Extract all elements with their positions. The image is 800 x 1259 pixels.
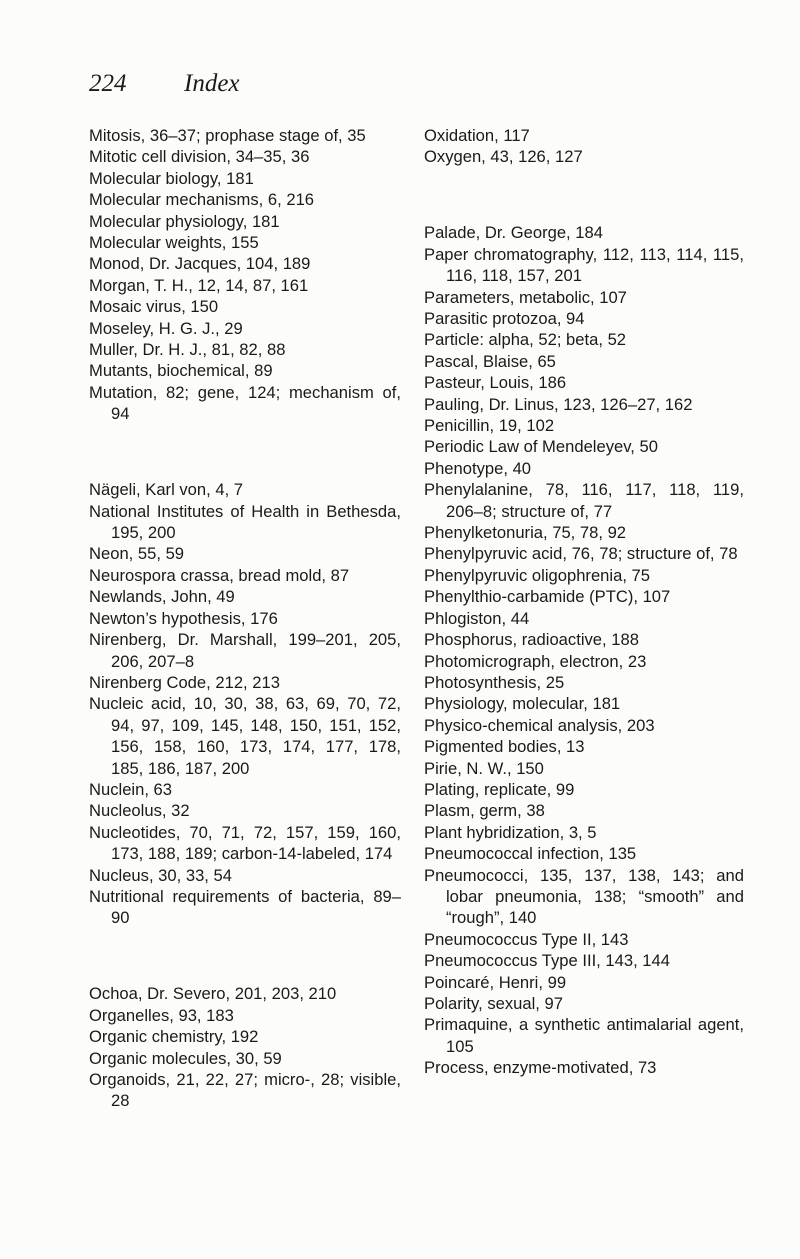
index-entry: Oxidation, 117 bbox=[424, 126, 530, 145]
index-entry: National Institutes of Health in Bethesda, 195, 200 bbox=[89, 501, 401, 543]
index-entry: Process, enzyme-motivated, 73 bbox=[424, 1058, 657, 1078]
page-header bbox=[89, 70, 240, 98]
index-entry: Polarity, sexual, 97 bbox=[424, 994, 563, 1014]
index-entry: Mosaic virus, 150 bbox=[89, 297, 219, 317]
index-entry: Nägeli, Karl von, 4, 7 bbox=[89, 480, 244, 500]
index-entry: Mutants, biochemical, 89 bbox=[89, 361, 273, 381]
index-entry: Pneumococcus Type II, 143 bbox=[424, 929, 629, 949]
index-entry: Pascal, Blaise, 65 bbox=[424, 351, 556, 371]
index-entry: Newlands, John, 49 bbox=[89, 587, 235, 607]
page-title: Index bbox=[184, 70, 240, 97]
index-entry: Molecular biology, 181 bbox=[89, 168, 254, 188]
index-entry: Particle: alpha, 52; beta, 52 bbox=[424, 330, 627, 350]
index-entry: Phenylthio-carbamide (PTC), 107 bbox=[424, 587, 671, 607]
index-entry: Periodic Law of Mendeleyev, 50 bbox=[424, 437, 658, 457]
index-entry: Photosynthesis, 25 bbox=[424, 672, 565, 692]
index-entry: Newton’s hypothesis, 176 bbox=[89, 608, 278, 628]
index-entry: Nucleic acid, 10, 30, 38, 63, 69, 70, 72, 94, 97, 109, 145, 148, 150, 151, 152, 156, 158, 160, 173, 174, 177, 178, 185, 186, 187, 200 bbox=[89, 694, 401, 778]
index-entry: Morgan, T. H., 12, 14, 87, 161 bbox=[89, 275, 309, 295]
index-entry: Nirenberg, Dr. Marshall, 199–201, 205, 206, 207–8 bbox=[89, 630, 401, 671]
index-entry: Moseley, H. G. J., 29 bbox=[89, 318, 243, 338]
index-entry: Muller, Dr. H. J., 81, 82, 88 bbox=[89, 340, 286, 360]
index-entry: Phosphorus, radioactive, 188 bbox=[424, 630, 639, 650]
index-entry: Pneumococcus Type III, 143, 144 bbox=[424, 951, 670, 971]
index-entry: Pauling, Dr. Linus, 123, 126–27, 162 bbox=[424, 394, 693, 414]
index-entry: Nucleotides, 70, 71, 72, 157, 159, 160, 173, 188, 189; carbon-14-labeled, 174 bbox=[89, 822, 401, 864]
index-entry: Monod, Dr. Jacques, 104, 189 bbox=[89, 254, 311, 274]
index-column-left bbox=[89, 125, 401, 1112]
index-entry: Phenylketonuria, 75, 78, 92 bbox=[424, 523, 627, 543]
section-gap bbox=[89, 441, 401, 462]
index-entry: Phenylpyruvic oligophrenia, 75 bbox=[424, 565, 651, 585]
page-number: 224 bbox=[89, 70, 127, 97]
index-entry: Neurospora crassa, bread mold, 87 bbox=[89, 565, 350, 585]
index-entry: Mitosis, 36–37; prophase stage of, 35 bbox=[89, 126, 366, 145]
index-entry: Nirenberg Code, 212, 213 bbox=[89, 672, 280, 692]
index-entry: Photomicrograph, electron, 23 bbox=[424, 651, 647, 671]
index-entry: Organic chemistry, 192 bbox=[89, 1027, 259, 1047]
index-entry: Organelles, 93, 183 bbox=[89, 1005, 234, 1025]
index-entry: Paper chromatography, 112, 113, 114, 115, 116, 118, 157, 201 bbox=[424, 244, 744, 286]
index-entry: Parasitic protozoa, 94 bbox=[424, 309, 585, 329]
index-column-right bbox=[424, 125, 744, 1079]
index-entry: Molecular weights, 155 bbox=[89, 233, 259, 253]
index-entry: Phenylpyruvic acid, 76, 78; structure of, 78 bbox=[424, 544, 738, 564]
index-entry: Poincaré, Henri, 99 bbox=[424, 972, 567, 992]
index-entry: Phenylalanine, 78, 116, 117, 118, 119, 206–8; structure of, 77 bbox=[424, 480, 744, 521]
index-entry: Mitotic cell division, 34–35, 36 bbox=[89, 147, 310, 167]
index-entry: Neon, 55, 59 bbox=[89, 544, 185, 564]
index-entry: Nuclein, 63 bbox=[89, 779, 173, 799]
index-entry: Organic molecules, 30, 59 bbox=[89, 1048, 282, 1068]
index-entry: Physiology, molecular, 181 bbox=[424, 694, 621, 714]
index-entry: Plating, replicate, 99 bbox=[424, 779, 575, 799]
index-entry: Nucleolus, 32 bbox=[89, 801, 190, 821]
index-entry: Molecular mechanisms, 6, 216 bbox=[89, 190, 315, 210]
index-entry: Pneumococci, 135, 137, 138, 143; and lobar pneumonia, 138; “smooth” and “rough”, 140 bbox=[424, 865, 744, 928]
index-entry: Penicillin, 19, 102 bbox=[424, 416, 555, 436]
index-entry: Plant hybridization, 3, 5 bbox=[424, 822, 597, 842]
index-entry: Pneumococcal infection, 135 bbox=[424, 844, 637, 864]
index-entry: Mutation, 82; gene, 124; mechanism of, 94 bbox=[89, 382, 401, 424]
index-entry: Organoids, 21, 22, 27; micro-, 28; visible, 28 bbox=[89, 1070, 401, 1111]
section-gap bbox=[89, 945, 401, 966]
index-entry: Pigmented bodies, 13 bbox=[424, 737, 585, 757]
index-entry: Nucleus, 30, 33, 54 bbox=[89, 865, 232, 885]
index-entry: Nutritional requirements of bacteria, 89–90 bbox=[89, 886, 401, 928]
index-entry: Primaquine, a synthetic antimalarial agent, 105 bbox=[424, 1015, 744, 1056]
index-entry: Physico-chemical analysis, 203 bbox=[424, 715, 655, 735]
index-entry: Molecular physiology, 181 bbox=[89, 211, 280, 231]
section-gap bbox=[424, 184, 744, 205]
index-entry: Pasteur, Louis, 186 bbox=[424, 373, 567, 393]
index-entry: Palade, Dr. George, 184 bbox=[424, 223, 603, 243]
index-entry: Pirie, N. W., 150 bbox=[424, 758, 544, 778]
index-entry: Phenotype, 40 bbox=[424, 458, 532, 478]
index-entry: Parameters, metabolic, 107 bbox=[424, 287, 627, 307]
index-entry: Ochoa, Dr. Severo, 201, 203, 210 bbox=[89, 984, 337, 1004]
index-entry: Phlogiston, 44 bbox=[424, 608, 530, 628]
index-entry: Plasm, germ, 38 bbox=[424, 801, 545, 821]
index-entry: Oxygen, 43, 126, 127 bbox=[424, 147, 583, 167]
